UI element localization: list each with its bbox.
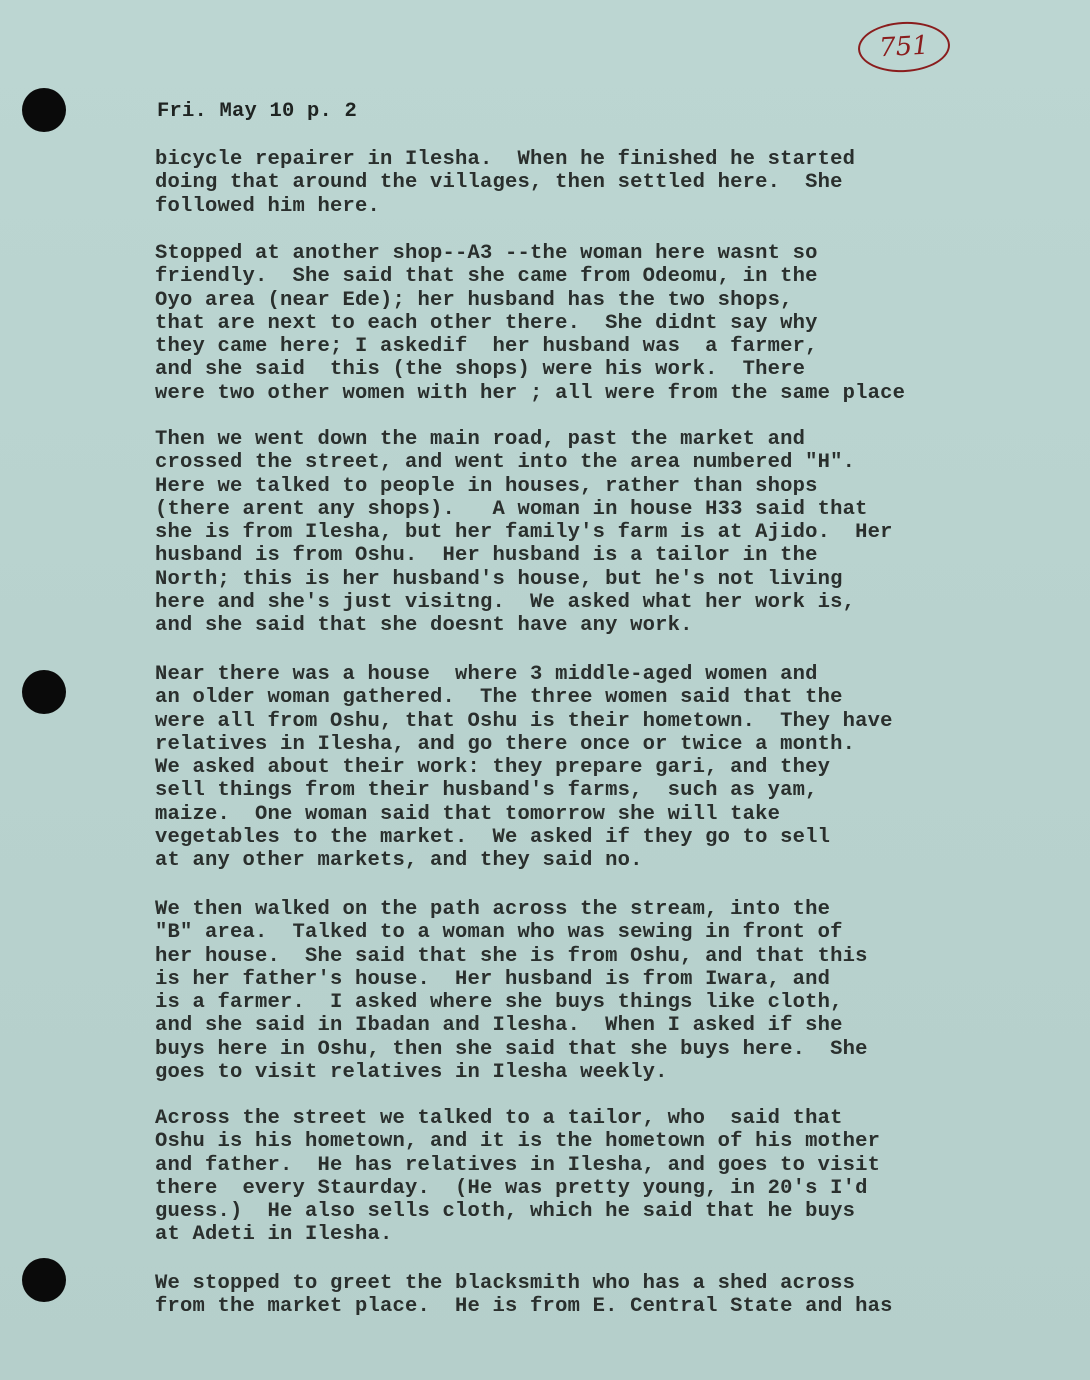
paragraph-4: Near there was a house where 3 middle-aged women and an older woman gathered. The three women said that the were all from Oshu, that Oshu is their hometown. They have relatives in Ilesha, and go there once or twice a month. We asked about their work: they prepare gari, and they sell things from their husband's farms, such as yam, maize. One woman said that tomorrow she will take vegetables to the market. We asked if they go to sell at any other markets, and they said no. <box>155 663 893 873</box>
punch-hole-middle <box>22 670 66 714</box>
paragraph-5: We then walked on the path across the stream, into the "B" area. Talked to a woman who was sewing in front of her house. She said that she is from Oshu, and that this is her father's house. Her husband is from Iwara, and is a farmer. I asked where she buys things like cloth, and she said in Ibadan and Ilesha. When I asked if she buys here in Oshu, then she said that she buys here. She goes to visit relatives in Ilesha weekly. <box>155 898 868 1085</box>
paragraph-2: Stopped at another shop--A3 --the woman here wasnt so friendly. She said that she came from Odeomu, in the Oyo area (near Ede); her husband has the two shops, that are next to each other there. She didnt say why they came here; I askedif her husband was a farmer, and she said this (the shops) were his work. There were two other women with her ; all were from the same place <box>155 242 906 405</box>
punch-hole-top <box>22 88 66 132</box>
paragraph-3: Then we went down the main road, past the market and crossed the street, and went into the area numbered "H". Here we talked to people in houses, rather than shops (there arent any shops). A woman in house H33 said that she is from Ilesha, but her family's farm is at Ajido. Her husband is from Oshu. Her husband is a tailor in the North; this is her husband's house, but he's not living here and she's just visitng. We asked what her work is, and she said that she doesnt have any work. <box>155 428 893 638</box>
paragraph-7: We stopped to greet the blacksmith who has a shed across from the market place. He is from E. Central State and has <box>155 1272 893 1319</box>
page-header: Fri. May 10 p. 2 <box>157 100 358 123</box>
punch-hole-bottom <box>22 1258 66 1302</box>
page-number-annotation: 751 <box>857 20 951 75</box>
paragraph-1: bicycle repairer in Ilesha. When he finished he started doing that around the villages, then settled here. She followed him here. <box>155 148 856 218</box>
paragraph-6: Across the street we talked to a tailor, who said that Oshu is his hometown, and it is the hometown of his mother and father. He has relatives in Ilesha, and goes to visit there every Staurday. (He was pretty young, in 20's I'd guess.) He also sells cloth, which he said that he buys at Adeti in Ilesha. <box>155 1107 881 1247</box>
